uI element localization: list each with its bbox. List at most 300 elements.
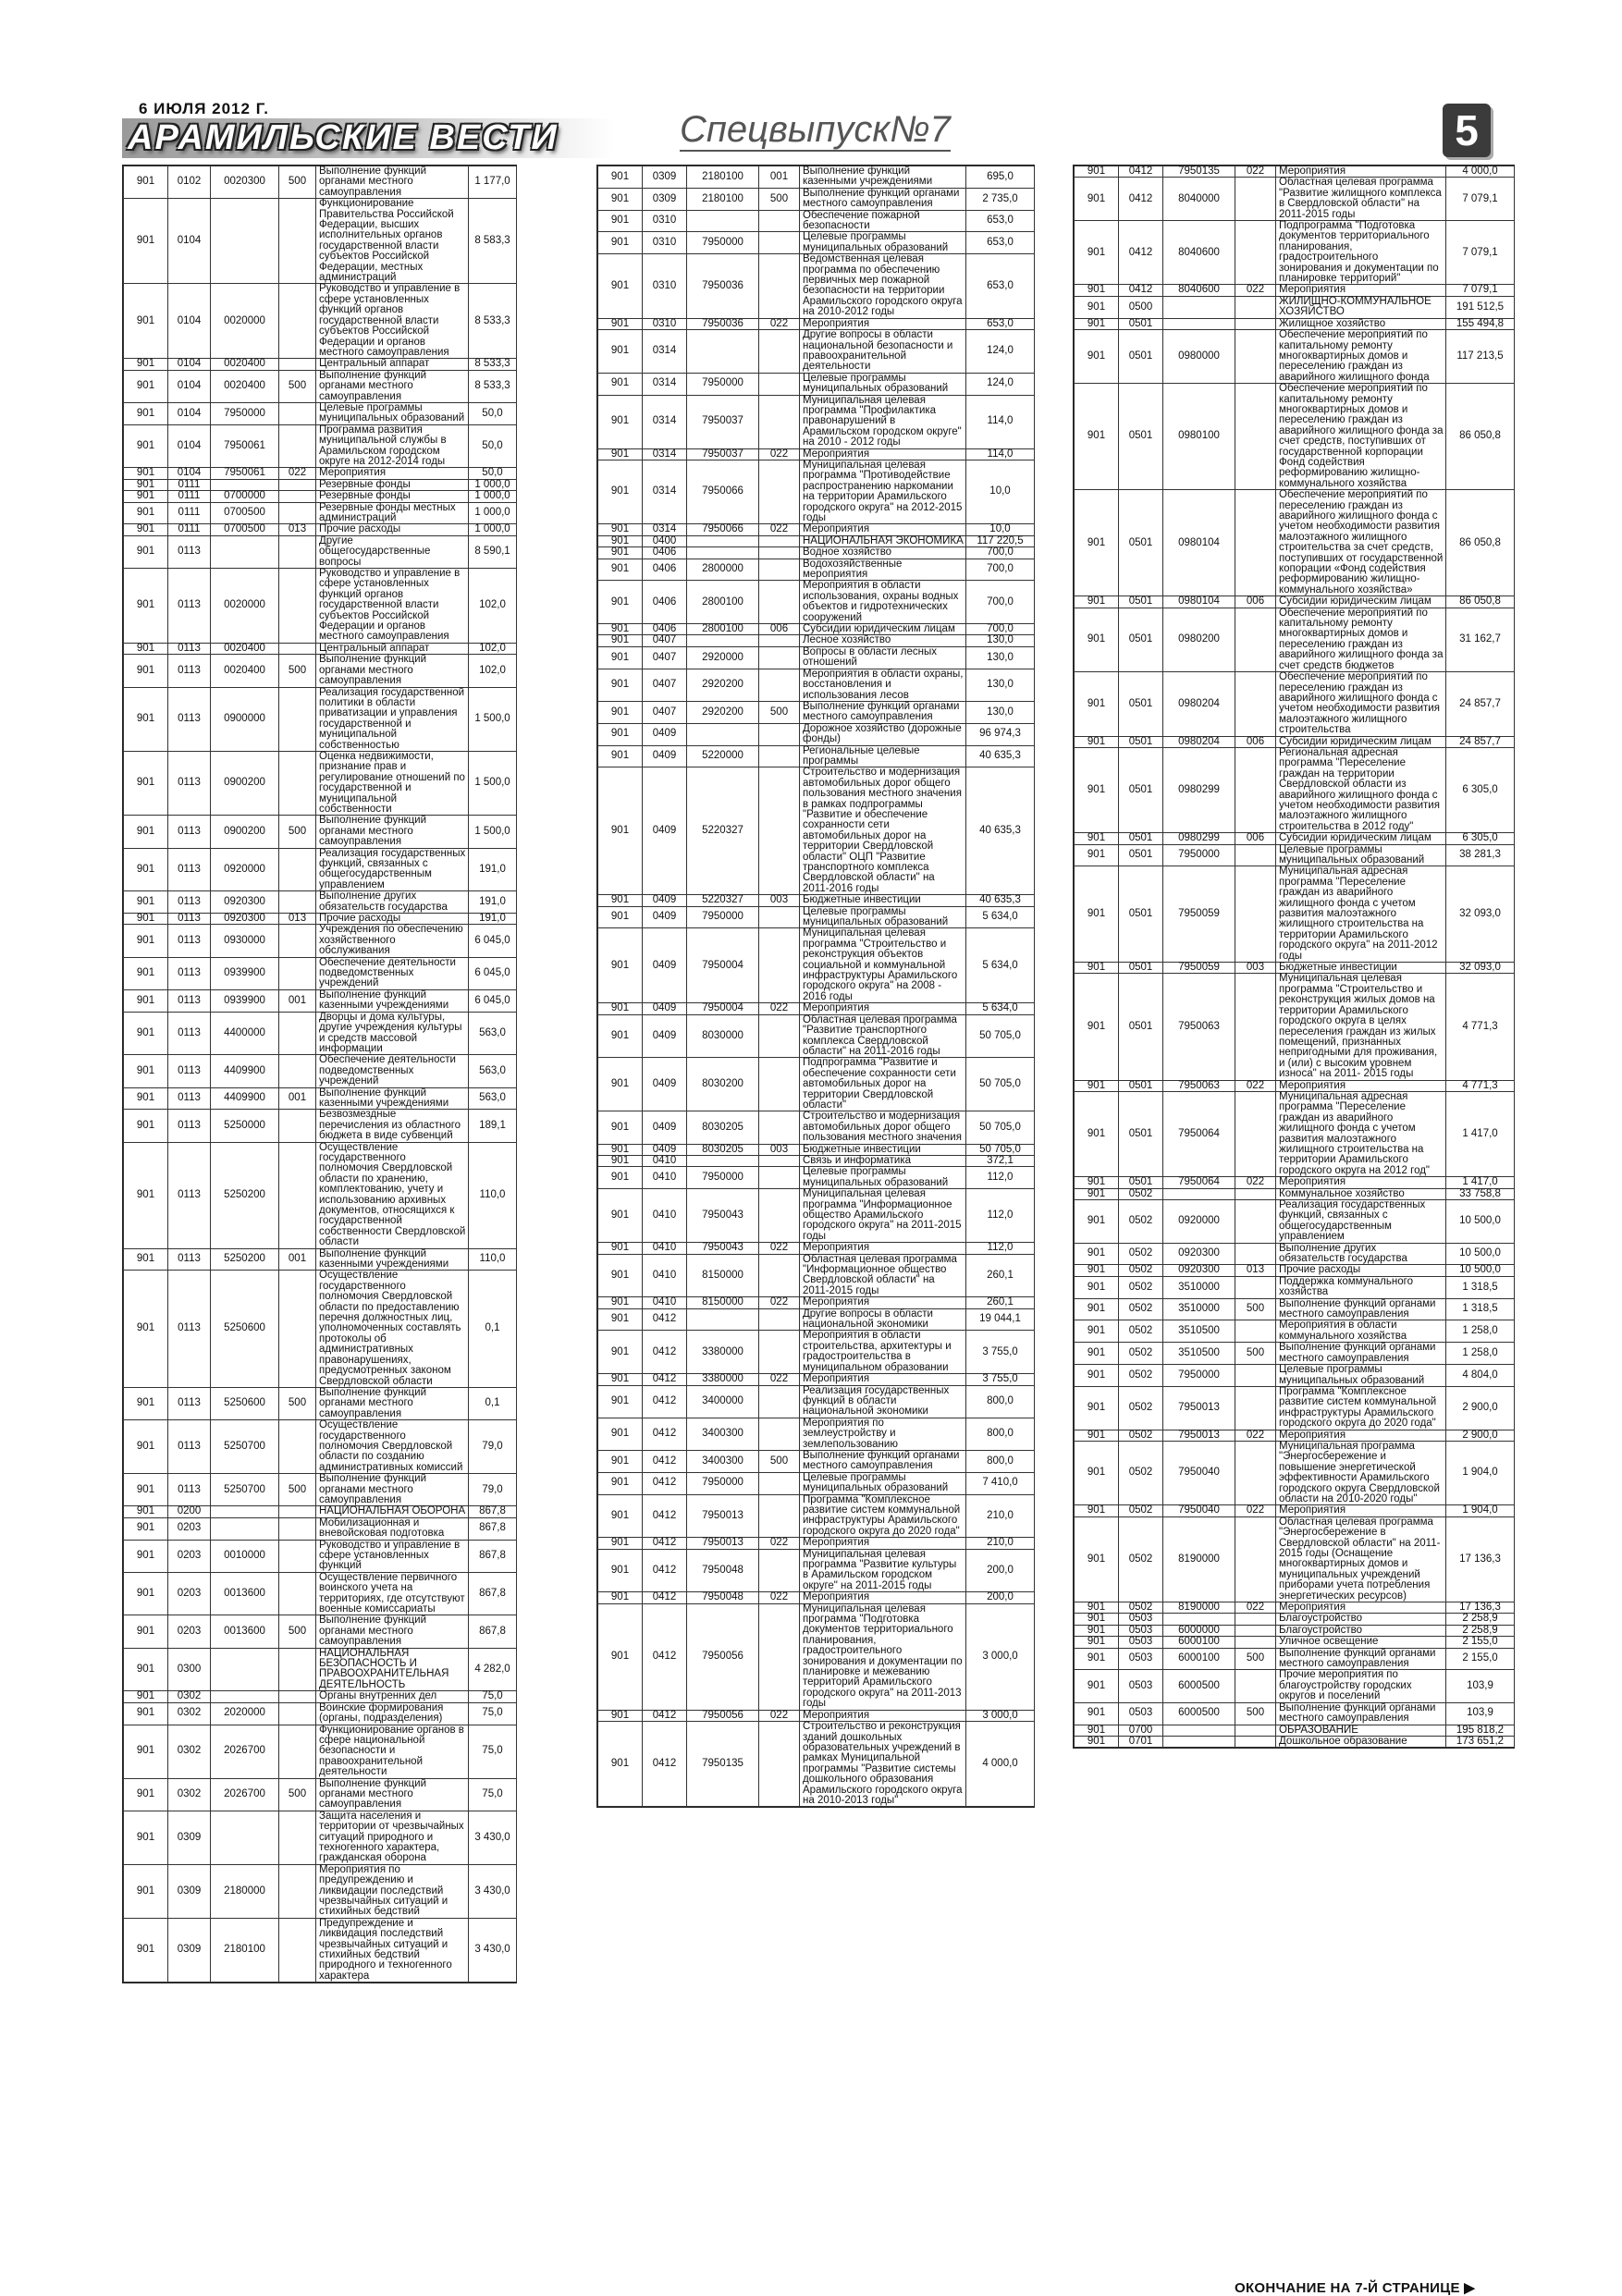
table-row: [1075, 1702, 1515, 1725]
table-row: [598, 1144, 1035, 1155]
row-amount: 50 705,0: [966, 1144, 1035, 1155]
row-code-target: 5220000: [687, 745, 759, 767]
budget-table-3: [1074, 166, 1515, 1748]
row-code-type: 003: [1235, 963, 1276, 974]
row-code-target: [211, 1811, 279, 1864]
row-code-section: 0406: [643, 624, 687, 635]
row-amount: 653,0: [966, 254, 1035, 318]
table-row: [124, 751, 517, 815]
table-row: [598, 624, 1035, 635]
table-row: [1075, 1516, 1515, 1602]
row-code-ministry: 901: [598, 669, 643, 701]
row-amount: 1 000,0: [469, 524, 517, 535]
row-code-type: [279, 1012, 316, 1055]
row-code-target: 4409900: [211, 1055, 279, 1087]
row-code-ministry: 901: [598, 1254, 643, 1297]
row-code-type: [759, 1308, 800, 1331]
row-amount: 75,0: [469, 1691, 517, 1702]
row-amount: 1 417,0: [1446, 1177, 1515, 1188]
row-code-type: 500: [759, 1450, 800, 1472]
table-row: [124, 1110, 517, 1142]
row-code-target: 0920000: [211, 848, 279, 891]
row-code-section: 0501: [1119, 330, 1163, 384]
row-code-target: [687, 635, 759, 646]
row-code-target: 0020400: [211, 359, 279, 370]
row-code-ministry: 901: [598, 188, 643, 210]
row-description: Выполнение функций органами местного самоуправления: [1276, 1702, 1446, 1725]
row-code-ministry: 901: [1075, 1091, 1119, 1176]
row-amount: 50,0: [469, 424, 517, 468]
row-code-type: [279, 643, 316, 654]
row-code-ministry: 901: [124, 1615, 168, 1648]
row-code-type: 022: [759, 1538, 800, 1549]
row-code-type: [759, 1722, 800, 1807]
table-row: [1075, 1648, 1515, 1670]
row-code-section: 0501: [1119, 490, 1163, 596]
row-code-type: [759, 1603, 800, 1710]
row-code-ministry: 901: [1075, 1177, 1119, 1188]
row-code-target: 7950066: [687, 460, 759, 523]
table-row: [598, 1472, 1035, 1494]
table-row: [598, 1549, 1035, 1592]
row-code-ministry: 901: [1075, 221, 1119, 285]
row-amount: 75,0: [469, 1725, 517, 1778]
row-code-type: [759, 232, 800, 254]
row-code-ministry: 901: [1075, 1080, 1119, 1091]
row-code-section: 0412: [643, 1374, 687, 1385]
row-code-type: 022: [759, 448, 800, 460]
row-code-type: [279, 1691, 316, 1702]
table-row: [124, 1012, 517, 1055]
row-description: Обеспечение мероприятий по переселению граждан из аварийного жилищного фонда с учетом необходимости развития малоэтажного жилищного строительства за счет средств, поступивших от государственной копорации «Фонд содействия реформированию жилищно-коммунального хозяйства»: [1276, 490, 1446, 596]
row-code-ministry: 901: [124, 643, 168, 654]
row-amount: 4 771,3: [1446, 974, 1515, 1080]
table-row: [1075, 1080, 1515, 1091]
row-code-type: 500: [1235, 1343, 1276, 1365]
row-code-ministry: 901: [124, 166, 168, 199]
row-description: Бюджетные инвестиции: [1276, 963, 1446, 974]
row-code-section: 0501: [1119, 1177, 1163, 1188]
row-description: Мероприятия: [1276, 1080, 1446, 1091]
row-description: Программа "Комплексное развитие систем коммунальной инфраструктуры Арамильского городского округа до 2020 года": [1276, 1386, 1446, 1430]
row-code-ministry: 901: [1075, 490, 1119, 596]
row-amount: 75,0: [469, 1778, 517, 1811]
row-code-target: 7950000: [687, 906, 759, 928]
row-amount: 191,0: [469, 914, 517, 925]
row-description: Выполнение других обязательств государства: [316, 891, 469, 914]
row-code-ministry: 901: [124, 914, 168, 925]
row-description: Выполнение функций казенными учреждениями: [316, 1248, 469, 1271]
row-description: Мероприятия: [800, 1710, 966, 1721]
row-code-section: 0503: [1119, 1625, 1163, 1636]
row-amount: 1 500,0: [469, 751, 517, 815]
row-code-target: 7950043: [687, 1189, 759, 1243]
row-amount: 4 282,0: [469, 1648, 517, 1691]
row-code-type: [759, 1472, 800, 1494]
row-description: Субсидии юридическим лицам: [1276, 833, 1446, 844]
row-code-target: 0920300: [211, 891, 279, 914]
row-amount: 2 258,9: [1446, 1614, 1515, 1625]
page-number-badge: 5: [1443, 104, 1491, 157]
row-code-section: 0412: [643, 1710, 687, 1721]
row-description: Выполнение функций органами местного самоуправления: [316, 1387, 469, 1419]
row-amount: 117 213,5: [1446, 330, 1515, 384]
row-amount: 867,8: [469, 1572, 517, 1615]
table-row: [124, 643, 517, 654]
row-code-target: 5250600: [211, 1387, 279, 1419]
row-code-section: 0501: [1119, 608, 1163, 671]
row-description: Муниципальная программа "Энергосбережение и повышение энергетической эффективности Арамильского городского округа Свердловской области на 2010-2020 годы": [1276, 1441, 1446, 1504]
row-code-target: 8190000: [1163, 1516, 1235, 1602]
table-row: [598, 1058, 1035, 1111]
row-code-type: [279, 199, 316, 284]
row-code-section: 0111: [168, 479, 211, 490]
row-code-target: 7950000: [687, 373, 759, 395]
table-row: [598, 188, 1035, 210]
row-description: Субсидии юридическим лицам: [1276, 736, 1446, 747]
row-amount: 1 318,5: [1446, 1298, 1515, 1320]
row-code-target: 7950037: [687, 395, 759, 448]
row-code-section: 0111: [168, 491, 211, 502]
row-code-section: 0113: [168, 569, 211, 644]
row-code-section: 0406: [643, 547, 687, 559]
row-code-section: 0314: [643, 460, 687, 523]
row-amount: 372,1: [966, 1155, 1035, 1166]
row-code-section: 0410: [643, 1254, 687, 1297]
row-code-target: 0020400: [211, 655, 279, 687]
row-code-target: 0980104: [1163, 596, 1235, 608]
row-code-type: 006: [1235, 736, 1276, 747]
row-amount: 563,0: [469, 1055, 517, 1087]
row-code-section: 0410: [643, 1155, 687, 1166]
row-amount: 38 281,3: [1446, 844, 1515, 866]
row-description: Выполнение других обязательств государства: [1276, 1243, 1446, 1265]
table-row: [124, 1702, 517, 1725]
table-row: [124, 1387, 517, 1419]
row-description: Региональная адресная программа "Переселение граждан на территории Свердловской области из аварийного жилищного фонда с учетом необходимости развития малоэтажного жилищного строительства в 2012 году": [1276, 747, 1446, 832]
table-row: [1075, 1177, 1515, 1188]
row-description: Областная целевая программа "Информационное общество Свердловской области" на 2011-2015 годы: [800, 1254, 966, 1297]
table-row: [598, 1308, 1035, 1331]
row-code-type: [1235, 1614, 1276, 1625]
row-code-target: 0980299: [1163, 747, 1235, 832]
table-row: [598, 1710, 1035, 1721]
row-code-type: 006: [759, 624, 800, 635]
row-code-target: 8040600: [1163, 221, 1235, 285]
row-code-type: 500: [279, 1474, 316, 1506]
row-code-ministry: 901: [1075, 1702, 1119, 1725]
row-code-target: [211, 1506, 279, 1517]
row-code-type: [759, 906, 800, 928]
table-row: [124, 687, 517, 751]
row-description: Дворцы и дома культуры, другие учреждения культуры и средств массовой информации: [316, 1012, 469, 1055]
table-row: [124, 166, 517, 199]
row-code-target: 7950000: [687, 1167, 759, 1189]
row-amount: 800,0: [966, 1385, 1035, 1418]
row-description: Обеспечение пожарной безопасности: [800, 210, 966, 232]
row-code-section: 0302: [168, 1691, 211, 1702]
row-amount: 130,0: [966, 669, 1035, 701]
row-code-target: 7950040: [1163, 1441, 1235, 1504]
row-code-ministry: 901: [598, 581, 643, 624]
row-description: Муниципальная адресная программа "Переселение граждан из аварийного жилищного фонда с учетом развития малоэтажного жилищного строительства на территории Арамильского городского округа на 2012 год": [1276, 1091, 1446, 1176]
row-code-section: 0314: [643, 373, 687, 395]
row-code-ministry: 901: [124, 1012, 168, 1055]
table-row: [124, 1811, 517, 1864]
row-amount: 17 136,3: [1446, 1602, 1515, 1614]
row-code-type: [759, 723, 800, 745]
row-code-section: 0407: [643, 635, 687, 646]
row-code-target: [1163, 1736, 1235, 1747]
row-code-type: 500: [1235, 1702, 1276, 1725]
row-code-target: 0013600: [211, 1615, 279, 1648]
row-amount: 124,0: [966, 330, 1035, 374]
row-code-section: 0503: [1119, 1702, 1163, 1725]
row-description: Областная целевая программа "Развитие транспортного комплекса Свердловской области" на 2011-2016 годы: [800, 1014, 966, 1058]
row-code-section: 0501: [1119, 866, 1163, 963]
row-code-section: 0407: [643, 701, 687, 723]
row-description: Прочие расходы: [1276, 1265, 1446, 1276]
row-amount: 1 904,0: [1446, 1441, 1515, 1504]
row-code-type: [1235, 490, 1276, 596]
row-description: Областная целевая программа "Развитие жилищного комплекса в Свердловской области" на 2011-2015 годы: [1276, 178, 1446, 221]
row-amount: 2 900,0: [1446, 1386, 1515, 1430]
row-code-ministry: 901: [124, 1725, 168, 1778]
row-code-target: 5250600: [211, 1271, 279, 1387]
row-description: Прочие расходы: [316, 524, 469, 535]
row-code-section: 0502: [1119, 1276, 1163, 1298]
row-code-section: 0502: [1119, 1602, 1163, 1614]
row-amount: 5 634,0: [966, 906, 1035, 928]
row-amount: 6 305,0: [1446, 833, 1515, 844]
row-description: Мероприятия: [1276, 1602, 1446, 1614]
table-row: [598, 1603, 1035, 1710]
row-code-section: 0113: [168, 655, 211, 687]
row-code-section: 0502: [1119, 1265, 1163, 1276]
row-code-ministry: 901: [124, 957, 168, 989]
row-amount: 695,0: [966, 166, 1035, 189]
row-code-ministry: 901: [598, 895, 643, 906]
row-code-ministry: 901: [1075, 608, 1119, 671]
row-code-type: [279, 1517, 316, 1540]
row-code-section: 0113: [168, 1142, 211, 1248]
row-description: Выполнение функций органами местного самоуправления: [316, 1778, 469, 1811]
table-row: [124, 989, 517, 1012]
row-description: Лесное хозяйство: [800, 635, 966, 646]
row-amount: 86 050,8: [1446, 596, 1515, 608]
row-code-type: [279, 1271, 316, 1387]
row-code-section: 0407: [643, 646, 687, 669]
row-code-type: [759, 767, 800, 895]
table-row: [124, 1918, 517, 1982]
row-description: Мероприятия по предупреждению и ликвидации последствий чрезвычайных ситуаций и стихийных бедствий: [316, 1864, 469, 1918]
row-code-target: [1163, 318, 1235, 329]
row-code-section: 0503: [1119, 1648, 1163, 1670]
row-amount: 102,0: [469, 569, 517, 644]
row-code-type: 001: [279, 1087, 316, 1110]
row-code-target: 2800000: [687, 559, 759, 581]
table-row: [124, 1864, 517, 1918]
row-description: Целевые программы муниципальных образований: [800, 373, 966, 395]
row-code-target: 7950040: [1163, 1505, 1235, 1516]
table-row: [124, 957, 517, 989]
table-row: [598, 1297, 1035, 1308]
row-code-target: 2920200: [687, 701, 759, 723]
row-code-ministry: 901: [598, 1385, 643, 1418]
row-description: Мероприятия: [800, 318, 966, 329]
row-code-type: [759, 1058, 800, 1111]
row-code-type: 500: [1235, 1648, 1276, 1670]
row-amount: 800,0: [966, 1450, 1035, 1472]
row-code-target: 2180000: [211, 1864, 279, 1918]
row-amount: 79,0: [469, 1474, 517, 1506]
table-row: [598, 1722, 1035, 1807]
row-code-target: 7950063: [1163, 974, 1235, 1080]
row-code-ministry: 901: [124, 569, 168, 644]
row-code-section: 0310: [643, 318, 687, 329]
row-amount: 2 258,9: [1446, 1625, 1515, 1636]
row-amount: 8 533,3: [469, 370, 517, 402]
row-code-ministry: 901: [598, 646, 643, 669]
row-amount: 103,9: [1446, 1702, 1515, 1725]
row-amount: 191 512,5: [1446, 296, 1515, 318]
row-code-ministry: 901: [124, 479, 168, 490]
row-code-type: 022: [1235, 285, 1276, 296]
row-code-target: 0980299: [1163, 833, 1235, 844]
table-row: [124, 1506, 517, 1517]
row-code-section: 0203: [168, 1572, 211, 1615]
row-description: Целевые программы муниципальных образований: [800, 906, 966, 928]
row-code-type: [279, 687, 316, 751]
row-code-section: 0501: [1119, 318, 1163, 329]
table-row: [598, 318, 1035, 329]
row-code-ministry: 901: [1075, 866, 1119, 963]
table-row: [598, 581, 1035, 624]
row-code-ministry: 901: [124, 491, 168, 502]
row-code-ministry: 901: [598, 330, 643, 374]
table-row: [1075, 384, 1515, 490]
row-description: Целевые программы муниципальных образований: [1276, 1365, 1446, 1387]
row-code-section: 0302: [168, 1778, 211, 1811]
table-row: [598, 1155, 1035, 1166]
row-code-type: [1235, 866, 1276, 963]
row-code-type: 500: [279, 370, 316, 402]
table-row: [124, 1725, 517, 1778]
row-amount: 112,0: [966, 1243, 1035, 1254]
row-code-ministry: 901: [598, 210, 643, 232]
row-code-type: [1235, 1516, 1276, 1602]
row-code-section: 0113: [168, 957, 211, 989]
row-code-type: [1235, 178, 1276, 221]
row-code-type: [1235, 1243, 1276, 1265]
row-code-type: [1235, 1441, 1276, 1504]
row-description: Муниципальная целевая программа "Развитие культуры в Арамильском городском округе" на 2011-2015 годы: [800, 1549, 966, 1592]
row-code-ministry: 901: [124, 1702, 168, 1725]
budget-table-column-1: [122, 165, 517, 1983]
row-code-target: 0013600: [211, 1572, 279, 1615]
row-code-target: 7950004: [687, 1003, 759, 1014]
special-issue-title: Спецвыпуск№7: [680, 109, 951, 150]
row-code-section: 0412: [643, 1592, 687, 1603]
row-amount: 700,0: [966, 547, 1035, 559]
row-code-ministry: 901: [124, 687, 168, 751]
row-code-type: [1235, 1320, 1276, 1343]
row-code-ministry: 901: [598, 547, 643, 559]
row-description: Муниципальная целевая программа "Подготовка документов территориального планирования, градостроительного зонирования и документации по планировке и межеванию территорий Арамильского городского округа" на 2011-2013 годы: [800, 1603, 966, 1710]
row-code-ministry: 901: [598, 166, 643, 189]
row-code-ministry: 901: [124, 1572, 168, 1615]
table-row: [124, 1055, 517, 1087]
table-row: [124, 891, 517, 914]
row-code-section: 0412: [643, 1722, 687, 1807]
table-row: [1075, 1736, 1515, 1747]
row-code-ministry: 901: [598, 1144, 643, 1155]
row-description: Благоустройство: [1276, 1625, 1446, 1636]
row-code-section: 0501: [1119, 1091, 1163, 1176]
row-code-type: [759, 1167, 800, 1189]
row-code-target: 2180100: [687, 188, 759, 210]
row-code-section: 0502: [1119, 1365, 1163, 1387]
row-code-type: [1235, 844, 1276, 866]
row-code-type: 022: [1235, 1177, 1276, 1188]
row-description: Другие вопросы в области национальной экономики: [800, 1308, 966, 1331]
table-row: [124, 925, 517, 957]
table-row: [124, 914, 517, 925]
row-description: Прочие мероприятия по благоустройству городских округов и поселений: [1276, 1670, 1446, 1702]
row-code-section: 0113: [168, 1087, 211, 1110]
row-code-section: 0406: [643, 581, 687, 624]
row-description: Выполнение функций органами местного самоуправления: [800, 188, 966, 210]
row-code-ministry: 901: [124, 1778, 168, 1811]
row-description: Мобилизационная и вневойсковая подготовка: [316, 1517, 469, 1540]
row-amount: 50 705,0: [966, 1058, 1035, 1111]
row-amount: 75,0: [469, 1702, 517, 1725]
row-code-type: [759, 646, 800, 669]
row-code-section: 0314: [643, 330, 687, 374]
row-code-target: [687, 723, 759, 745]
row-description: Мероприятия в области строительства, архитектуры и градостроительства в муниципальном образовании: [800, 1331, 966, 1374]
row-description: Осуществление государственного полномочия Свердловской области по хранению, комплектованию, учету и использованию архивных документов, относящихся к государственной собственности Свердловской области: [316, 1142, 469, 1248]
row-code-type: [759, 1189, 800, 1243]
row-code-type: [1235, 747, 1276, 832]
table-row: [124, 1142, 517, 1248]
row-code-section: 0502: [1119, 1298, 1163, 1320]
row-code-type: [759, 330, 800, 374]
row-amount: 3 430,0: [469, 1918, 517, 1982]
row-amount: 3 000,0: [966, 1603, 1035, 1710]
row-description: Оценка недвижимости, признание прав и регулирование отношений по государственной и муниципальной собственности: [316, 751, 469, 815]
row-description: Выполнение функций органами местного самоуправления: [1276, 1298, 1446, 1320]
row-description: Выполнение функций органами местного самоуправления: [1276, 1648, 1446, 1670]
row-code-type: [279, 1420, 316, 1474]
table-row: [598, 1450, 1035, 1472]
row-amount: 31 162,7: [1446, 608, 1515, 671]
row-code-section: 0113: [168, 1387, 211, 1419]
continued-on-page-note: ОКОНЧАНИЕ НА 7-Й СТРАНИЦЕ ▶: [1235, 2280, 1476, 2296]
row-code-type: 022: [759, 1592, 800, 1603]
row-amount: 1 000,0: [469, 479, 517, 490]
table-row: [598, 1331, 1035, 1374]
table-row: [598, 559, 1035, 581]
row-code-ministry: 901: [1075, 1188, 1119, 1199]
row-code-ministry: 901: [1075, 1365, 1119, 1387]
row-amount: 114,0: [966, 448, 1035, 460]
row-description: НАЦИОНАЛЬНАЯ ЭКОНОМИКА: [800, 535, 966, 546]
row-code-type: 022: [759, 1374, 800, 1385]
budget-table-1: [123, 166, 517, 1983]
row-code-section: 0502: [1119, 1505, 1163, 1516]
table-row: [124, 424, 517, 468]
